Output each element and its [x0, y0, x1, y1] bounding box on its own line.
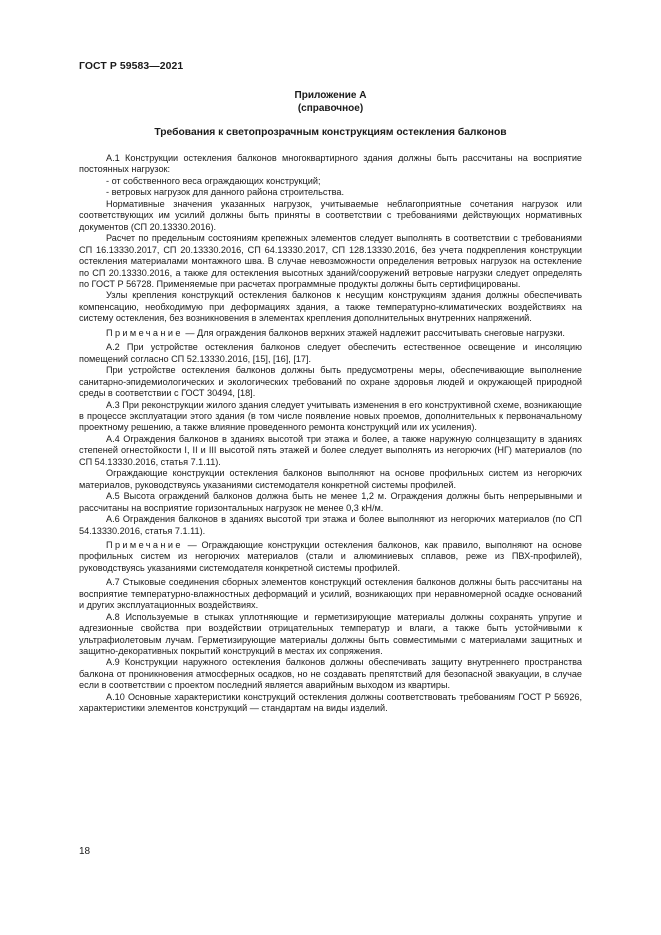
appendix-heading — [79, 90, 582, 115]
paragraph-a2: А.2 При устройстве остекления балконов следует обеспечить естественное освещение и инсоляцию помещений согласно СП 52.13330.2016, [15], [16], [17]. — [79, 342, 582, 364]
appendix-subtitle: (справочное) — [297, 102, 364, 114]
paragraph: Узлы крепления конструкций остекления балконов к несущим конструкциям здания должны обеспечивать компенсацию, необходимую при деформациях здания, а также температурно-климатических воздействиях на систему остекления, без возникновения в элементах крепления дополнительных внутренних напряжений. — [79, 290, 582, 324]
list-item: - ветровых нагрузок для данного района строительства. — [106, 187, 344, 198]
paragraph: Расчет по предельным состояниям крепежных элементов следует выполнять в соответствии с требованиями СП 16.13330.2017, СП 20.13330.2016, СП 64.13330.2017, СП 128.13330.2016, без учета подкрепления конструкции остекления материалами монтажного шва. В случае невозможности определения ветровых нагрузок на остекление по СП 20.13330.2016, а также для остекления высотных зданий/сооружений ветровые нагрузки следует определять по ГОСТ Р 56728. Применяемые при расчетах программные продукты должны быть сертифицированы. — [79, 233, 582, 289]
paragraph: При устройстве остекления балконов должны быть предусмотрены меры, обеспечивающие выполнение санитарно-эпидемиологических и экологических требований по охране здоровья людей и окружающей природной среды в соответствии с ГОСТ 30494, [18]. — [79, 365, 582, 399]
paragraph-a4: А.4 Ограждения балконов в зданиях высотой три этажа и более, а также наружную солнцезащиту в зданиях степеней огнестойкости I, II и III высотой пять этажей и более следует выполнять из негорючих (НГ) материалов (по СП 54.13330.2016, статья 7.1.11). — [79, 433, 582, 467]
paragraph-a7: А.7 Стыковые соединения сборных элементов конструкций остекления балконов должны быть рассчитаны на восприятие температурно-влажностных деформаций и усилий, возникающих при неравномерной осадке оснований и других эксплуатационных воздействиях. — [79, 577, 582, 611]
paragraph-a1: А.1 Конструкции остекления балконов многоквартирного здания должны быть рассчитаны на восприятие постоянных нагрузок: — [79, 153, 582, 175]
page-number: 18 — [79, 846, 91, 857]
note-label: Примечание — [106, 327, 183, 338]
document-code: ГОСТ Р 59583—2021 — [79, 61, 184, 72]
note-text: — Ограждающие конструкции остекления балконов, как правило, выполняют на основе профильных систем из негорючих материалов (стали и алюминиевых сплавов, реже из ПВХ-профилей), руководствуясь указаниями системодателя конкретной системы профилей. — [79, 539, 582, 573]
list-item: - от собственного веса ограждающих конструкций; — [106, 175, 321, 186]
paragraph-a9: А.9 Конструкции наружного остекления балконов должны обеспечивать защиту внутреннего пространства балкона от проникновения атмосферных осадков, но не создавать препятствий для безопасной эвакуации, в случае если в соответствии с проектом последний является аварийным выходом из квартиры. — [79, 657, 582, 691]
appendix-title: Приложение А — [294, 90, 367, 101]
section-title: Требования к светопрозрачным конструкциям остекления балконов — [154, 127, 507, 138]
paragraph: Нормативные значения указанных нагрузок, учитываемые неблагоприятные сочетания нагрузок или соответствующих им усилий должны быть приняты в соответствии с требованиями действующих нормативных документов (СП 20.13330.2016). — [79, 198, 582, 232]
paragraph-a8: А.8 Используемые в стыках уплотняющие и герметизирующие материалы должны сохранять упругие и адгезионные свойства при воздействии отрицательных температур и влаги, а также быть устойчивыми к ультрафиолетовым лучам. Герметизирующие материалы должны быть совместимыми с материалами защитных и защитно-декоративных покрытий конструкций в местах их сопряжения. — [79, 611, 582, 657]
paragraph-a3: А.3 При реконструкции жилого здания следует учитывать изменения в его конструктивной схеме, возникающие в процессе эксплуатации этого здания (в том числе появление новых проемов, дополнительных к первоначальному проектному решению, а также влияние проведенного ремонта конструкций или их усиления). — [79, 399, 582, 433]
note-text: — Для ограждения балконов верхних этажей надлежит рассчитывать снеговые нагрузки. — [182, 327, 565, 338]
note-label: Примечание — [106, 539, 183, 550]
note-paragraph — [79, 540, 582, 574]
paragraph: Ограждающие конструкции остекления балконов выполняют на основе профильных систем из негорючих материалов, руководствуясь указаниями системодателя конкретной системы профилей. — [79, 468, 582, 490]
document-body — [79, 153, 582, 715]
paragraph-a10: А.10 Основные характеристики конструкций остекления должны соответствовать требованиям ГОСТ Р 56926, характеристики элементов конструкций — стандартам на виды изделий. — [79, 691, 582, 714]
note-paragraph — [79, 328, 582, 339]
paragraph-a5: А.5 Высота ограждений балконов должна быть не менее 1,2 м. Ограждения должны быть непрерывными и рассчитаны на восприятие горизонтальных нагрузок не менее 0,3 кН/м. — [79, 491, 582, 513]
paragraph-a6: А.6 Ограждения балконов в зданиях высотой три этажа и более выполняют из негорючих материалов (по СП 54.13330.2016, статья 7.1.11). — [79, 514, 582, 536]
